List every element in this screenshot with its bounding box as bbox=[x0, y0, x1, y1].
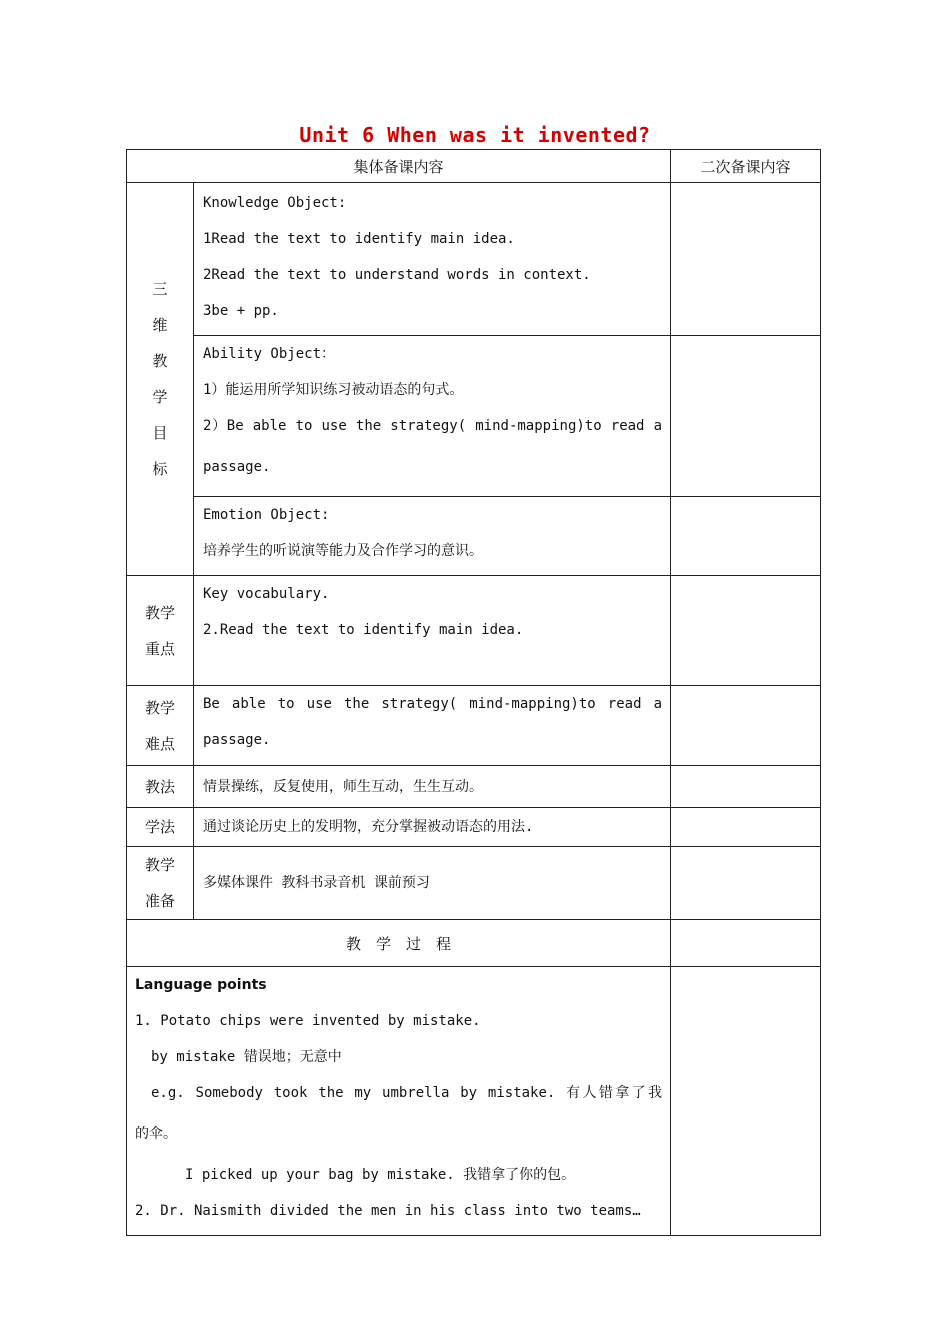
emotion-object-cell bbox=[194, 497, 671, 576]
ability-item: 2）Be able to use the strategy( mind-mapping)to read a bbox=[203, 418, 663, 434]
difficulties-text: Be able to use the strategy( mind-mapping)to read a bbox=[203, 696, 663, 712]
emotion-heading: Emotion Object: bbox=[203, 507, 330, 523]
lesson-plan-table bbox=[126, 149, 821, 1236]
emotion-row bbox=[127, 497, 821, 576]
ability-object-cell bbox=[194, 336, 671, 497]
knowledge-item: 1Read the text to identify main idea. bbox=[203, 231, 515, 247]
language-point-line: I picked up your bag by mistake. 我错拿了你的包。 bbox=[185, 1167, 576, 1183]
header-row bbox=[127, 150, 821, 183]
key-points-label-line: 教学 bbox=[144, 603, 175, 622]
language-point-line: by mistake 错误地；无意中 bbox=[151, 1049, 342, 1065]
teaching-method-cell bbox=[194, 766, 671, 808]
preparation-label-line: 教学 bbox=[144, 856, 175, 874]
process-heading-row bbox=[127, 920, 821, 967]
knowledge-object-cell bbox=[194, 183, 671, 336]
language-points-heading: Language points bbox=[135, 977, 267, 993]
objectives-label-char: 维 bbox=[152, 316, 168, 334]
secondary-notes-cell bbox=[671, 686, 821, 766]
learning-method-cell bbox=[194, 808, 671, 847]
objectives-label-char: 目 bbox=[152, 424, 168, 442]
objectives-label-char: 三 bbox=[152, 280, 168, 298]
preparation-label bbox=[127, 847, 194, 920]
header-main: 集体备课内容 bbox=[127, 150, 671, 183]
learning-method-row bbox=[127, 808, 821, 847]
learning-method-text: 通过谈论历史上的发明物，充分掌握被动语态的用法. bbox=[203, 819, 534, 835]
secondary-notes-cell bbox=[671, 766, 821, 808]
knowledge-item: 2Read the text to understand words in context. bbox=[203, 267, 591, 283]
ability-heading: Ability Object： bbox=[203, 346, 336, 362]
secondary-notes-cell bbox=[671, 808, 821, 847]
knowledge-heading: Knowledge Object: bbox=[203, 195, 347, 211]
objectives-label-char: 标 bbox=[152, 460, 168, 478]
secondary-notes-cell bbox=[671, 847, 821, 920]
key-points-item: Key vocabulary. bbox=[203, 586, 330, 602]
secondary-notes-cell bbox=[671, 920, 821, 967]
language-point-line: e.g. Somebody took the my umbrella by mistake. 有人错拿了我 bbox=[151, 1085, 663, 1101]
key-points-row bbox=[127, 576, 821, 686]
secondary-notes-cell bbox=[671, 576, 821, 686]
key-points-label-line: 重点 bbox=[144, 639, 175, 658]
secondary-notes-cell bbox=[671, 183, 821, 336]
ability-item: passage. bbox=[203, 459, 271, 475]
key-points-cell bbox=[194, 576, 671, 686]
teaching-method-label: 教法 bbox=[127, 766, 194, 808]
process-heading: 教 学 过 程 bbox=[127, 920, 671, 967]
difficulties-label-line: 难点 bbox=[144, 734, 175, 753]
key-points-item: 2.Read the text to identify main idea. bbox=[203, 622, 524, 638]
language-point-line: 的伞。 bbox=[135, 1126, 177, 1142]
secondary-notes-cell bbox=[671, 967, 821, 1236]
difficulties-label-line: 教学 bbox=[144, 698, 175, 717]
header-secondary: 二次备课内容 bbox=[671, 150, 821, 183]
objectives-label-char: 教 bbox=[152, 352, 168, 370]
difficulties-cell bbox=[194, 686, 671, 766]
language-point-line: 2. Dr. Naismith divided the men in his class into two teams… bbox=[135, 1203, 641, 1219]
teaching-method-row bbox=[127, 766, 821, 808]
document-title: Unit 6 When was it invented? bbox=[299, 123, 651, 147]
knowledge-item: 3be + pp. bbox=[203, 303, 279, 319]
language-point-line: 1. Potato chips were invented by mistake. bbox=[135, 1013, 481, 1029]
preparation-cell bbox=[194, 847, 671, 920]
difficulties-label bbox=[127, 686, 194, 766]
difficulties-text: passage. bbox=[203, 732, 271, 748]
emotion-item: 培养学生的听说演等能力及合作学习的意识。 bbox=[203, 543, 483, 559]
secondary-notes-cell bbox=[671, 497, 821, 576]
preparation-text: 多媒体课件 教科书录音机 课前预习 bbox=[203, 875, 430, 891]
difficulties-row bbox=[127, 686, 821, 766]
ability-item: 1）能运用所学知识练习被动语态的句式。 bbox=[203, 382, 464, 398]
objectives-label-char: 学 bbox=[152, 388, 168, 406]
preparation-row bbox=[127, 847, 821, 920]
learning-method-label: 学法 bbox=[127, 808, 194, 847]
secondary-notes-cell bbox=[671, 336, 821, 497]
ability-row bbox=[127, 336, 821, 497]
key-points-label bbox=[127, 576, 194, 686]
language-points-row bbox=[127, 967, 821, 1236]
objectives-label bbox=[127, 183, 194, 576]
teaching-method-text: 情景操练，反复使用，师生互动，生生互动。 bbox=[203, 778, 483, 795]
preparation-label-line: 准备 bbox=[144, 892, 175, 910]
knowledge-row bbox=[127, 183, 821, 336]
language-points-cell bbox=[127, 967, 671, 1236]
